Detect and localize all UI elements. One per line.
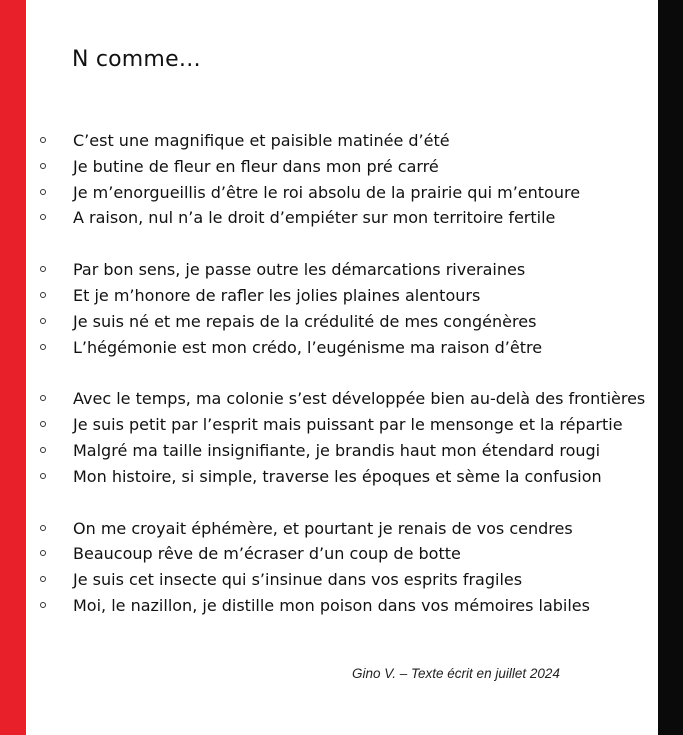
line-text: Moi, le nazillon, je distille mon poison dans vos mémoires labiles: [73, 595, 590, 615]
line-text: Par bon sens, je passe outre les démarcations riveraines: [73, 260, 526, 280]
list-item: [40, 335, 656, 361]
document-page: [26, 0, 658, 735]
stanza-3: [40, 386, 656, 489]
circle-bullet-icon: [40, 473, 46, 479]
list-item: [40, 464, 656, 490]
list-item: [40, 283, 656, 309]
circle-bullet-icon: [40, 214, 46, 220]
list-item: [40, 205, 656, 231]
circle-bullet-icon: [40, 525, 46, 531]
page-title: N comme…: [72, 47, 202, 72]
circle-bullet-icon: [40, 189, 46, 195]
circle-bullet-icon: [40, 550, 46, 556]
list-item: [40, 154, 656, 180]
list-item: [40, 541, 656, 567]
line-text: L’hégémonie est mon crédo, l’eugénisme ma raison d’être: [73, 337, 543, 357]
list-item: [40, 180, 656, 206]
line-text: Et je m’honore de rafler les jolies plaines alentours: [73, 285, 481, 305]
stanza-1: [40, 128, 656, 231]
list-item: [40, 516, 656, 542]
circle-bullet-icon: [40, 163, 46, 169]
author-signature: Gino V. – Texte écrit en juillet 2024: [352, 666, 560, 681]
left-red-bar: [0, 0, 26, 735]
list-item: [40, 386, 656, 412]
circle-bullet-icon: [40, 447, 46, 453]
right-black-bar: [658, 0, 683, 735]
line-text: C’est une magnifique et paisible matinée d’été: [73, 131, 450, 150]
line-text: Je suis né et me repais de la crédulité de mes congénères: [73, 311, 537, 331]
list-item: [40, 593, 656, 619]
circle-bullet-icon: [40, 318, 46, 324]
list-item: [40, 309, 656, 335]
stanza-4: [40, 516, 656, 619]
list-item: [40, 128, 656, 154]
line-text: Je butine de fleur en fleur dans mon pré carré: [73, 156, 439, 176]
list-item: [40, 438, 656, 464]
poem-body: [40, 128, 656, 645]
stanza-2: [40, 257, 656, 360]
line-text: Mon histoire, si simple, traverse les époques et sème la confusion: [73, 466, 602, 486]
circle-bullet-icon: [40, 421, 46, 427]
line-text: Je suis petit par l’esprit mais puissant par le mensonge et la répartie: [73, 415, 623, 435]
circle-bullet-icon: [40, 602, 46, 608]
line-text: On me croyait éphémère, et pourtant je renais de vos cendres: [73, 518, 573, 538]
line-text: Je m’enorgueillis d’être le roi absolu de la prairie qui m’entoure: [73, 182, 581, 202]
circle-bullet-icon: [40, 266, 46, 272]
list-item: [40, 412, 656, 438]
circle-bullet-icon: [40, 576, 46, 582]
circle-bullet-icon: [40, 137, 46, 143]
circle-bullet-icon: [40, 395, 46, 401]
list-item: [40, 567, 656, 593]
line-text: Je suis cet insecte qui s’insinue dans vos esprits fragiles: [73, 570, 523, 590]
line-text: Malgré ma taille insignifiante, je brandis haut mon étendard rougi: [73, 440, 601, 460]
line-text: Avec le temps, ma colonie s’est développée bien au-delà des frontières: [73, 389, 646, 409]
circle-bullet-icon: [40, 292, 46, 298]
list-item: [40, 257, 656, 283]
line-text: A raison, nul n’a le droit d’empiéter sur mon territoire fertile: [73, 208, 556, 228]
line-text: Beaucoup rêve de m’écraser d’un coup de botte: [73, 544, 461, 564]
circle-bullet-icon: [40, 344, 46, 350]
